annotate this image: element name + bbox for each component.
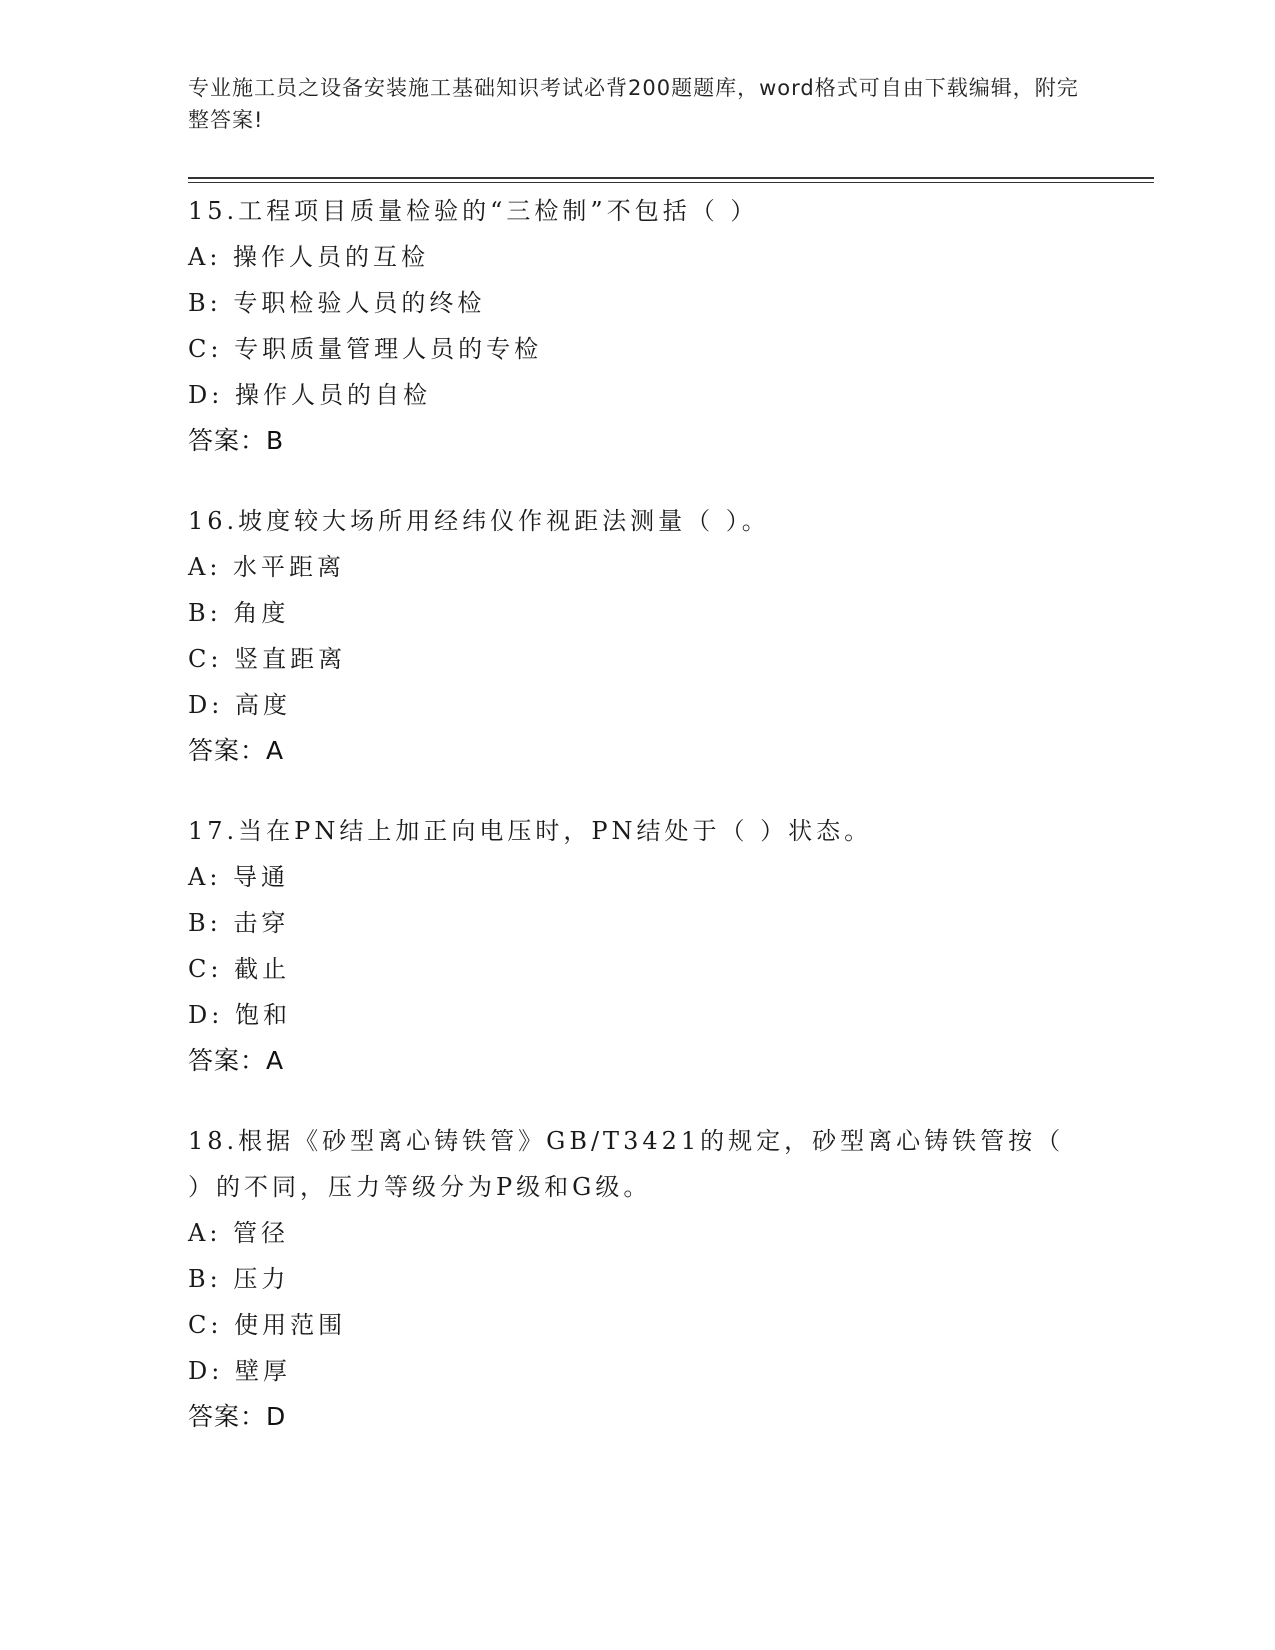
question-list: [188, 188, 1068, 1474]
question-stem: 18.根据《砂型离心铸铁管》GB/T3421的规定，砂型离心铸铁管按（ ）的不同，压力等级分为P级和G级。: [188, 1127, 1065, 1201]
answer-line: 答案：A: [188, 736, 285, 765]
option-b: B: 压力: [188, 1265, 290, 1293]
option-a: A: 操作人员的互检: [188, 243, 430, 271]
document-title: 专业施工员之设备安装施工基础知识考试必背200题题库，word格式可自由下载编辑，附完整答案!: [188, 76, 1079, 132]
question-15: [188, 188, 1068, 464]
document-header: [188, 72, 1088, 136]
option-c: C: 截止: [188, 955, 291, 983]
header-divider-thin: [188, 182, 1154, 183]
question-stem: 17.当在PN结上加正向电压时，PN结处于（ ）状态。: [188, 817, 873, 845]
question-16: [188, 498, 1068, 774]
option-b: B: 角度: [188, 599, 290, 627]
option-a: A: 导通: [188, 863, 290, 891]
option-a: A: 水平距离: [188, 553, 346, 581]
option-a: A: 管径: [188, 1219, 290, 1247]
question-18: [188, 1118, 1068, 1440]
answer-line: 答案：D: [188, 1402, 287, 1431]
option-c: C: 使用范围: [188, 1311, 347, 1339]
header-divider-thick: [188, 177, 1154, 179]
option-d: D: 操作人员的自检: [188, 381, 431, 409]
option-c: C: 专职质量管理人员的专检: [188, 335, 543, 363]
option-d: D: 饱和: [188, 1001, 291, 1029]
question-17: [188, 808, 1068, 1084]
option-b: B: 击穿: [188, 909, 290, 937]
question-stem: 16.坡度较大场所用经纬仪作视距法测量（ ）。: [188, 507, 770, 535]
option-b: B: 专职检验人员的终检: [188, 289, 486, 317]
answer-line: 答案：A: [188, 1046, 285, 1075]
option-c: C: 竖直距离: [188, 645, 347, 673]
option-d: D: 壁厚: [188, 1357, 291, 1385]
question-stem: 15.工程项目质量检验的“三检制”不包括（ ）: [188, 197, 759, 225]
answer-line: 答案：B: [188, 426, 285, 455]
option-d: D: 高度: [188, 691, 291, 719]
